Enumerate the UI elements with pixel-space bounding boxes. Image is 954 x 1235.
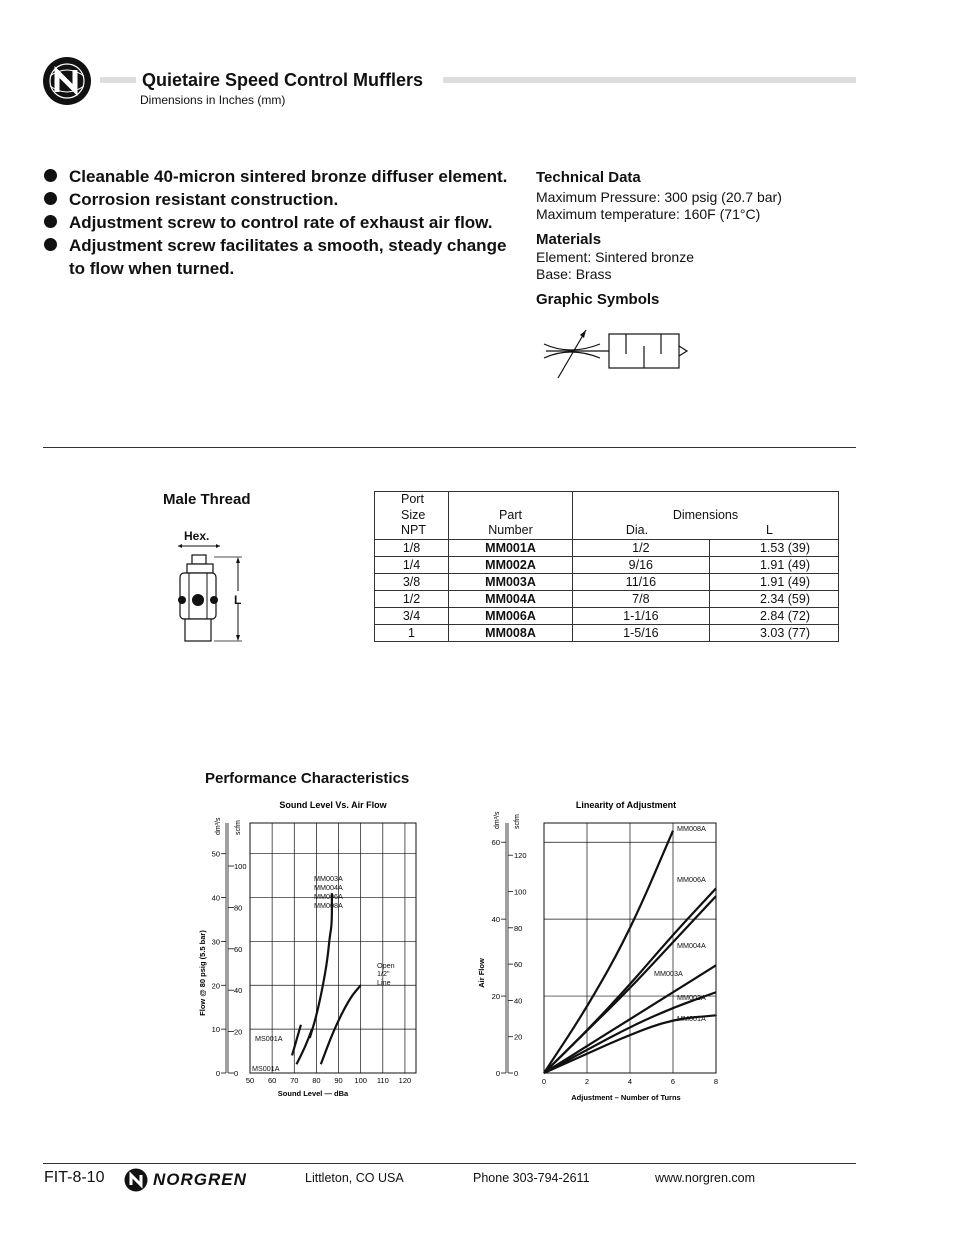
series-annotation: MM008A xyxy=(314,901,343,910)
y-tick-label-dm3s: 0 xyxy=(495,1069,500,1078)
cell-dia: 11/16 xyxy=(572,573,709,590)
materials-heading: Materials xyxy=(536,231,602,248)
cell-port: 3/4 xyxy=(375,607,449,624)
bullet-icon xyxy=(44,215,57,228)
cell-dia: 9/16 xyxy=(572,556,709,573)
y-axis-label: Flow @ 80 psig (5.5 bar) xyxy=(198,930,207,1016)
cell-length: 2.84 (72) xyxy=(709,607,838,624)
male-thread-drawing xyxy=(170,527,250,645)
x-tick-label: 50 xyxy=(245,1076,255,1085)
chart-title: Linearity of Adjustment xyxy=(575,800,677,810)
page-code: FIT-8-10 xyxy=(44,1169,105,1186)
series-label: MM004A xyxy=(677,941,706,950)
y-unit-dm3s: dm³/s xyxy=(215,817,222,835)
cell-length: 1.91 (49) xyxy=(709,556,838,573)
y-unit-scfm: scfm xyxy=(235,820,242,835)
cell-part-number: MM001A xyxy=(449,539,573,556)
cell-port: 1 xyxy=(375,624,449,641)
technical-data-heading: Technical Data xyxy=(536,169,641,186)
series-label: MM008A xyxy=(677,824,706,833)
series-line xyxy=(544,831,673,1073)
series-annotation: MM006A xyxy=(314,892,343,901)
materials-line: Base: Brass xyxy=(536,266,612,282)
table-row xyxy=(375,573,839,590)
footer-divider xyxy=(43,1163,856,1164)
x-tick-label: 120 xyxy=(398,1076,412,1085)
table-row xyxy=(375,539,839,556)
cell-dia: 1-5/16 xyxy=(572,624,709,641)
y-tick-label-scfm: 100 xyxy=(514,887,527,897)
feature-item: Adjustment screw facilitates a smooth, steady change to flow when turned. xyxy=(44,234,514,280)
cell-length: 1.53 (39) xyxy=(709,539,838,556)
y-tick-label-scfm: 40 xyxy=(234,986,243,996)
cell-port: 1/4 xyxy=(375,556,449,573)
series-annotation: 1/2" xyxy=(377,969,390,978)
page-subtitle: Dimensions in Inches (mm) xyxy=(140,93,286,107)
series-annotation: MS001A xyxy=(255,1034,283,1043)
y-tick-label-dm3s: 40 xyxy=(491,915,500,925)
length-label: L xyxy=(234,593,242,607)
y-tick-label-scfm: 40 xyxy=(514,996,523,1006)
y-unit-dm3s: dm³/s xyxy=(494,811,501,829)
technical-data-line: Maximum temperature: 160F (71°C) xyxy=(536,206,761,222)
feature-item: Corrosion resistant construction. xyxy=(44,188,514,211)
x-tick-label: 8 xyxy=(713,1077,719,1086)
male-thread-heading: Male Thread xyxy=(163,491,251,508)
y-tick-label-dm3s: 20 xyxy=(491,992,500,1002)
y-tick-label-dm3s: 20 xyxy=(211,981,220,991)
graphic-symbols-heading: Graphic Symbols xyxy=(536,291,660,308)
section-divider xyxy=(43,447,856,448)
chart-sound-vs-flow xyxy=(190,795,430,1105)
footer-website[interactable]: www.norgren.com xyxy=(655,1171,756,1185)
cell-port: 3/8 xyxy=(375,573,449,590)
hex-label: Hex. xyxy=(184,529,210,543)
y-tick-label-scfm: 0 xyxy=(234,1069,239,1078)
header-part-number: Part Number xyxy=(449,492,573,540)
cell-dia: 7/8 xyxy=(572,590,709,607)
header-port: Port Size NPT xyxy=(375,492,449,540)
y-tick-label-dm3s: 60 xyxy=(491,838,500,848)
cell-part-number: MM003A xyxy=(449,573,573,590)
cell-length: 3.03 (77) xyxy=(709,624,838,641)
y-tick-label-scfm: 0 xyxy=(514,1069,519,1078)
cell-part-number: MM004A xyxy=(449,590,573,607)
footer-location: Littleton, CO USA xyxy=(305,1171,404,1185)
x-tick-label: 6 xyxy=(670,1077,676,1086)
series-line xyxy=(310,893,332,1038)
x-tick-label: 110 xyxy=(376,1076,389,1085)
page-title: Quietaire Speed Control Mufflers xyxy=(142,70,424,90)
header-dimensions: Dimensions Dia. L xyxy=(572,492,838,540)
y-tick-label-scfm: 60 xyxy=(514,960,523,970)
brand-name: NORGREN xyxy=(153,1170,247,1189)
series-annotation: Line xyxy=(377,978,391,987)
series-annotation: MS001A xyxy=(252,1064,280,1073)
y-tick-label-dm3s: 30 xyxy=(211,937,220,947)
x-tick-label: 4 xyxy=(627,1077,633,1086)
series-annotation: MM003A xyxy=(314,874,343,883)
y-tick-label-dm3s: 50 xyxy=(211,849,220,859)
performance-heading: Performance Characteristics xyxy=(205,770,410,787)
y-tick-label-dm3s: 10 xyxy=(211,1025,220,1035)
dimensions-table xyxy=(374,491,839,642)
cell-length: 1.91 (49) xyxy=(709,573,838,590)
technical-data-line: Maximum Pressure: 300 psig (20.7 bar) xyxy=(536,189,782,205)
cell-port: 1/8 xyxy=(375,539,449,556)
series-label: MM003A xyxy=(654,969,683,978)
y-unit-scfm: scfm xyxy=(514,814,521,829)
cell-dia: 1-1/16 xyxy=(572,607,709,624)
table-row xyxy=(375,607,839,624)
series-label: MM001A xyxy=(677,1014,706,1023)
y-tick-label-scfm: 20 xyxy=(514,1032,523,1042)
bullet-icon xyxy=(44,238,57,251)
y-tick-label-scfm: 20 xyxy=(234,1027,243,1037)
materials-line: Element: Sintered bronze xyxy=(536,249,694,265)
table-row xyxy=(375,556,839,573)
table-row xyxy=(375,590,839,607)
x-tick-label: 90 xyxy=(334,1076,343,1085)
cell-part-number: MM002A xyxy=(449,556,573,573)
footer-phone: Phone 303-794-2611 xyxy=(473,1171,590,1185)
x-tick-label: 70 xyxy=(290,1076,299,1085)
norgren-logo xyxy=(124,1168,264,1192)
feature-item: Adjustment screw to control rate of exhaust air flow. xyxy=(44,211,514,234)
graphic-symbol-diagram xyxy=(540,322,700,382)
y-tick-label-dm3s: 40 xyxy=(211,893,220,903)
x-tick-label: 80 xyxy=(312,1076,321,1085)
table-row xyxy=(375,624,839,641)
y-tick-label-dm3s: 0 xyxy=(215,1069,220,1078)
y-tick-label-scfm: 80 xyxy=(514,923,523,933)
cell-length: 2.34 (59) xyxy=(709,590,838,607)
x-tick-label: 0 xyxy=(541,1077,547,1086)
feature-list xyxy=(44,165,514,280)
bullet-icon xyxy=(44,192,57,205)
x-axis-label: Sound Level — dBa xyxy=(277,1089,349,1098)
cell-part-number: MM008A xyxy=(449,624,573,641)
series-annotation: MM004A xyxy=(314,883,343,892)
x-tick-label: 2 xyxy=(584,1077,590,1086)
cell-part-number: MM006A xyxy=(449,607,573,624)
chart-title: Sound Level Vs. Air Flow xyxy=(279,800,387,810)
x-tick-label: 60 xyxy=(267,1076,277,1085)
y-axis-label: Air Flow xyxy=(477,958,486,988)
header-rule-right xyxy=(443,77,856,83)
series-line xyxy=(321,985,361,1064)
bullet-icon xyxy=(44,169,57,182)
header-rule-left xyxy=(100,77,136,83)
x-axis-label: Adjustment – Number of Turns xyxy=(571,1093,681,1102)
cell-port: 1/2 xyxy=(375,590,449,607)
series-label: MM002A xyxy=(677,993,706,1002)
y-tick-label-scfm: 60 xyxy=(234,944,243,954)
x-tick-label: 100 xyxy=(354,1076,367,1085)
series-annotation: Open xyxy=(377,961,395,970)
y-tick-label-scfm: 120 xyxy=(514,851,527,861)
feature-item: Cleanable 40-micron sintered bronze diffuser element. xyxy=(44,165,514,188)
y-tick-label-scfm: 80 xyxy=(234,903,243,913)
cell-dia: 1/2 xyxy=(572,539,709,556)
header-logo xyxy=(42,56,92,106)
y-tick-label-scfm: 100 xyxy=(234,862,247,872)
chart-linearity xyxy=(470,795,740,1105)
series-label: MM006A xyxy=(677,875,706,884)
